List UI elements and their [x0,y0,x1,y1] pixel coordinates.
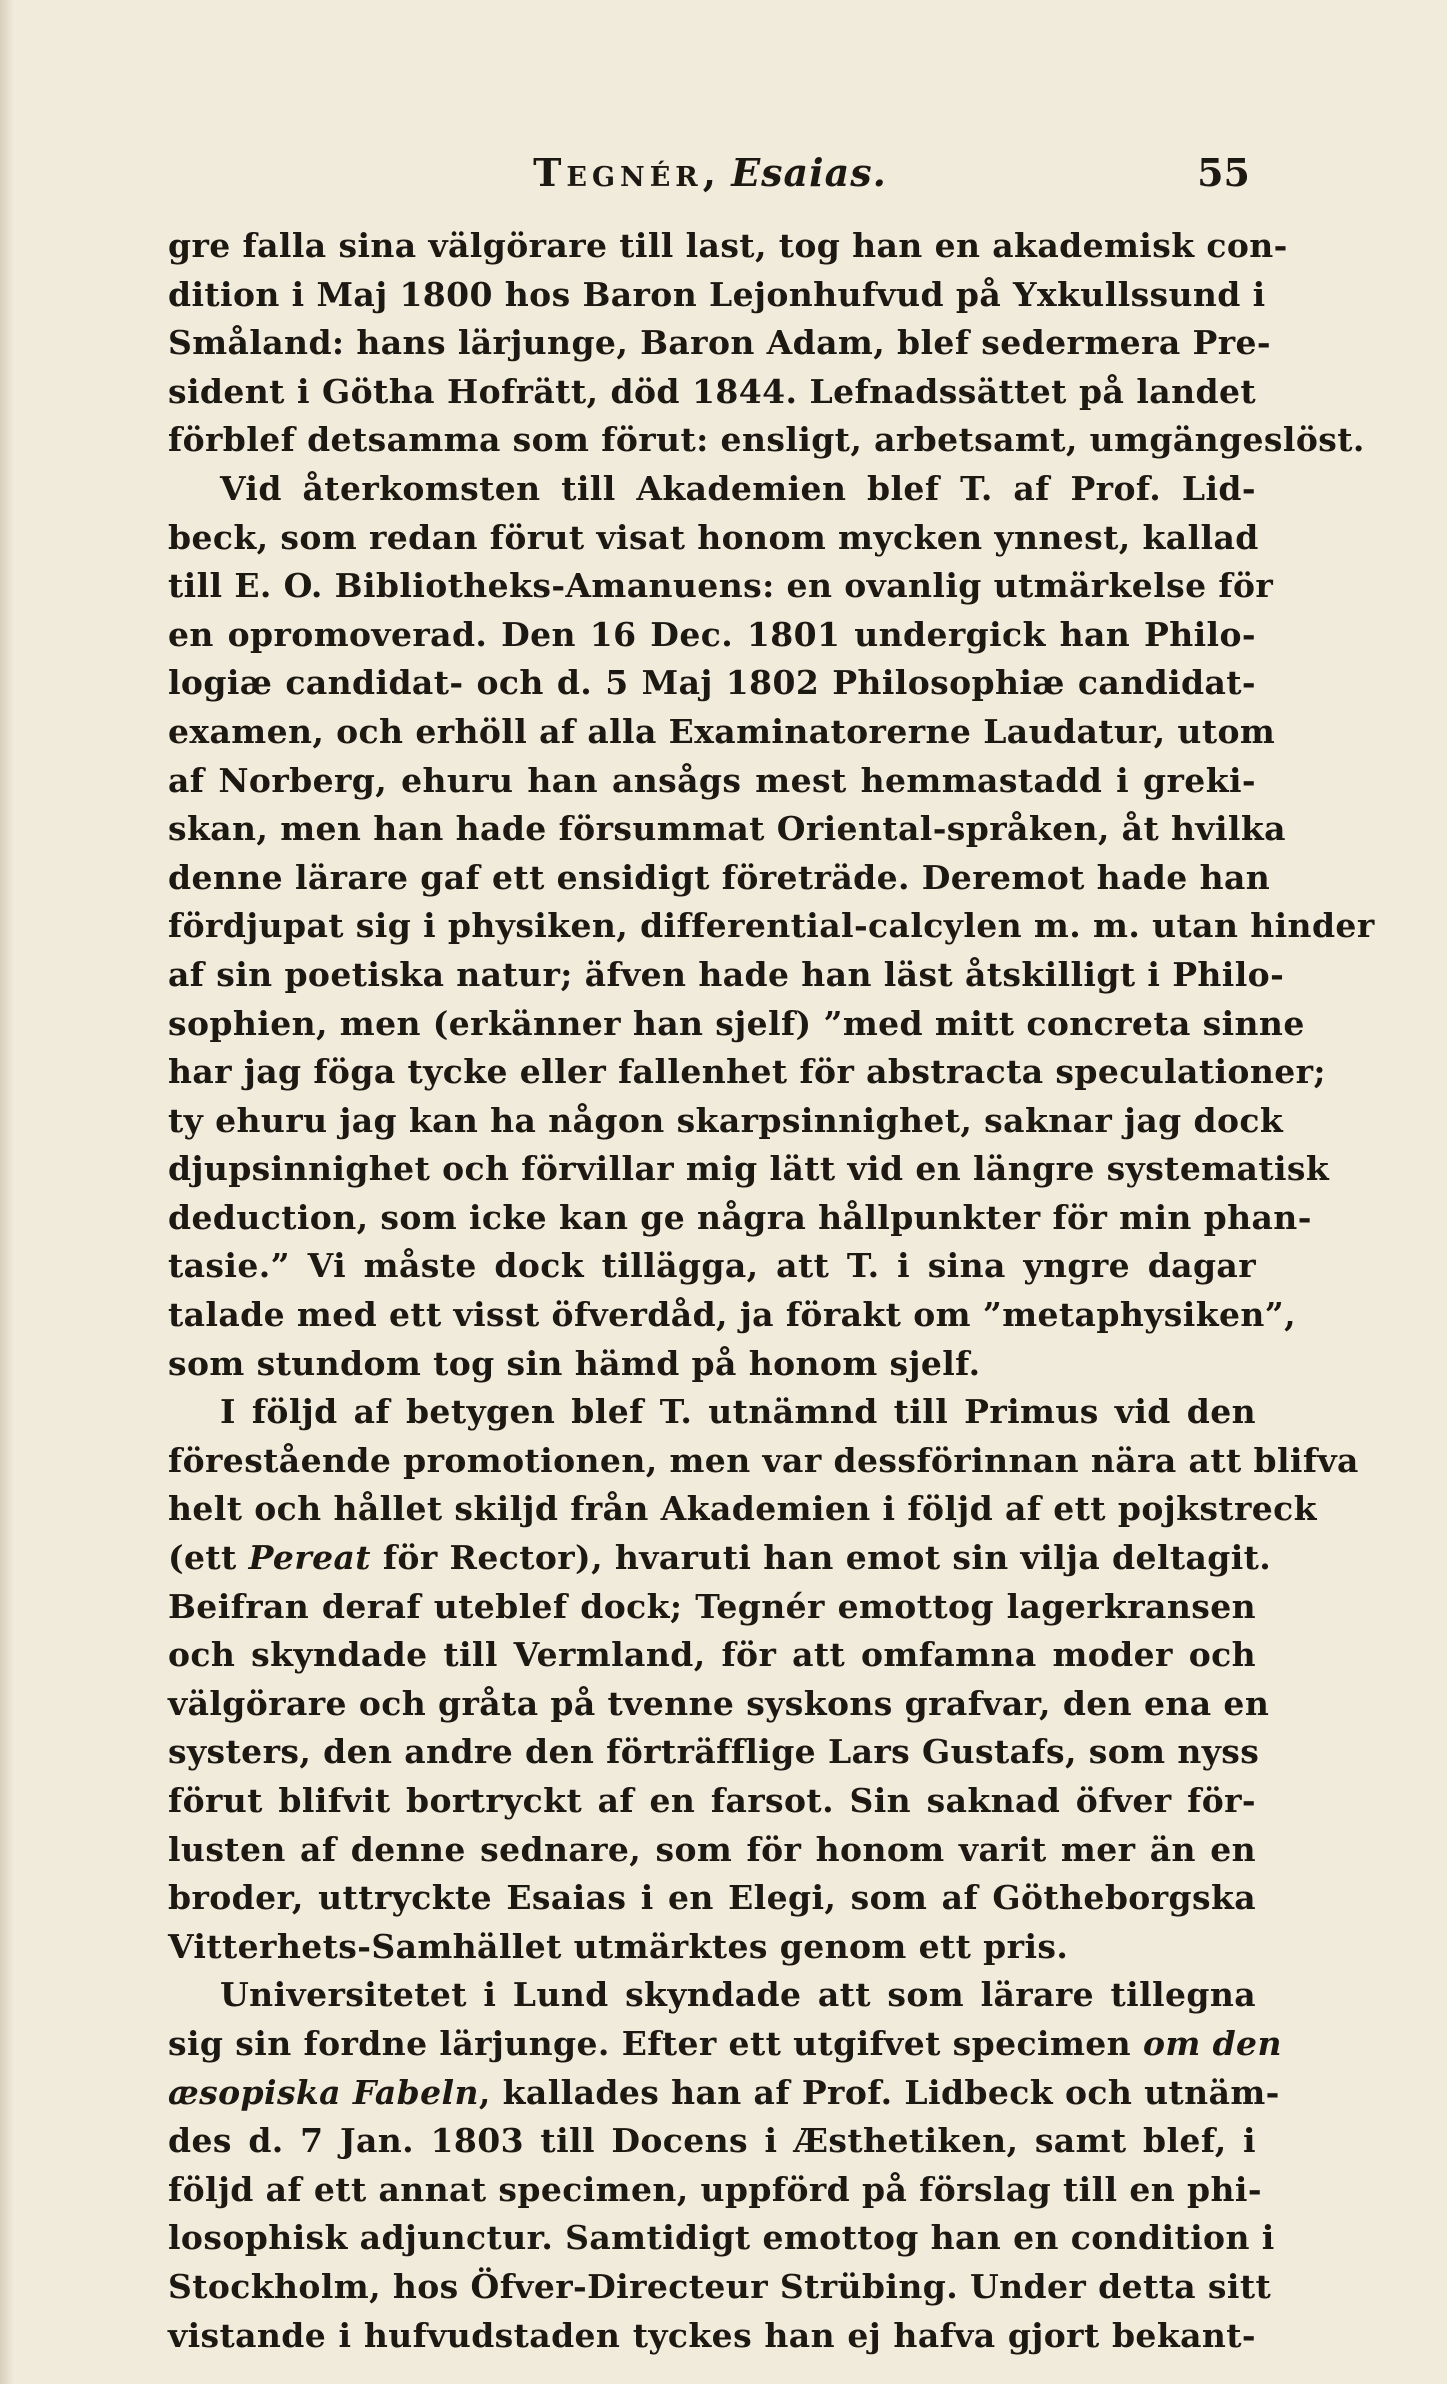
text-line: följd af ett annat specimen, uppförd på förslag till en phi- [168,2169,1262,2209]
text-line: välgörare och gråta på tvenne syskons grafvar, den ena en [168,1683,1270,1723]
text-line: och skyndade till Vermland, för att omfamna moder och [168,1635,1256,1675]
text-line: losophisk adjunctur. Samtidigt emottog han en condition i [168,2218,1275,2258]
text-line: tasie.” Vi måste dock tillägga, att T. i sina yngre dagar [168,1246,1256,1286]
text-line: denne lärare gaf ett ensidigt företräde. Deremot hade han [168,857,1271,897]
text-line: examen, och erhöll af alla Examinatorerne Laudatur, utom [168,711,1276,751]
text-line: af Norberg, ehuru han ansågs mest hemmastadd i greki- [168,760,1256,800]
text-line: talade med ett visst öfverdåd, ja förakt om ”metaphysiken”, [168,1295,1297,1335]
text-line: sig sin fordne lärjunge. Efter ett utgifvet specimen om den [168,2023,1282,2063]
text-line: förut blifvit bortryckt af en farsot. Sin saknad öfver för- [168,1781,1256,1820]
text-line: (ett Pereat för Rector), hvaruti han emot sin vilja deltagit. [168,1538,1272,1578]
page-edge-shadow [0,0,14,2384]
text-line: dition i Maj 1800 hos Baron Lejonhufvud på Yxkullssund i [168,274,1266,314]
text-line: har jag föga tycke eller fallenhet för abstracta speculationer; [168,1052,1326,1092]
text-line: af sin poetiska natur; äfven hade han läst åtskilligt i Philo- [168,954,1285,994]
text-line: Universitetet i Lund skyndade att som lärare tillegna [220,1975,1256,2015]
text-line: ty ehuru jag kan ha någon skarpsinnighet, saknar jag dock [168,1100,1284,1140]
author-surname: Tegnér [533,150,703,195]
text-line: Stockholm, hos Öfver-Directeur Strübing. Under detta sitt [168,2266,1272,2306]
text-line: som stundom tog sin hämd på honom sjelf. [168,1343,981,1383]
text-line: gre falla sina välgörare till last, tog han en akademisk con- [168,226,1288,265]
page-number: 55 [1197,150,1250,195]
text-line: des d. 7 Jan. 1803 till Docens i Æsthetiken, samt blef, i [168,2121,1256,2161]
title-separator: , [702,150,717,195]
text-line: deduction, som icke kan ge några hållpunkter för min phan- [168,1197,1312,1237]
running-header [170,150,1250,200]
text-line: systers, den andre den förträfflige Lars Gustafs, som nyss [168,1732,1260,1772]
text-line: I följd af betygen blef T. utnämnd till Primus vid den [220,1392,1256,1432]
text-line: Vid återkomsten till Akademien blef T. af Prof. Lid- [220,468,1256,508]
text-line: fördjupat sig i physiken, differential-calcylen m. m. utan hinder [168,906,1375,946]
text-line: logiæ candidat- och d. 5 Maj 1802 Philosophiæ candidat- [168,663,1256,703]
running-title [170,150,1250,195]
text-line: vistande i hufvudstaden tyckes han ej hafva gjort bekant- [168,2315,1256,2355]
text-line: æsopiska Fabeln, kallades han af Prof. Lidbeck och utnäm- [168,2072,1280,2112]
text-line: skan, men han hade försummat Oriental-språken, åt hvilka [168,809,1286,849]
text-line: broder, uttryckte Esaias i en Elegi, som af Götheborgska [168,1878,1256,1918]
text-line: till E. O. Bibliotheks-Amanuens: en ovanlig utmärkelse för [168,566,1274,606]
text-line: förestående promotionen, men var dessförinnan nära att blifva [168,1440,1359,1480]
author-forename: Esaias. [731,150,887,195]
text-line: helt och hållet skiljd från Akademien i följd af ett pojkstreck [168,1489,1317,1529]
text-line: sident i Götha Hofrätt, död 1844. Lefnadssättet på landet [168,371,1256,411]
text-line: lusten af denne sednare, som för honom varit mer än en [168,1829,1256,1869]
text-line: förblef detsamma som förut: ensligt, arbetsamt, umgängeslöst. [168,420,1365,460]
text-line: beck, som redan förut visat honom mycken ynnest, kallad [168,517,1259,557]
text-line: Beifran deraf uteblef dock; Tegnér emottog lagerkransen [168,1586,1256,1626]
text-line: Vitterhets-Samhället utmärktes genom ett pris. [168,1926,1069,1966]
body-text [168,222,1375,2360]
text-line: en opromoverad. Den 16 Dec. 1801 undergick han Philo- [168,614,1256,654]
text-line: Småland: hans lärjunge, Baron Adam, blef sedermera Pre- [168,323,1271,363]
text-line: sophien, men (erkänner han sjelf) ”med mitt concreta sinne [168,1003,1305,1043]
text-line: djupsinnighet och förvillar mig lätt vid en längre systematisk [168,1149,1330,1189]
